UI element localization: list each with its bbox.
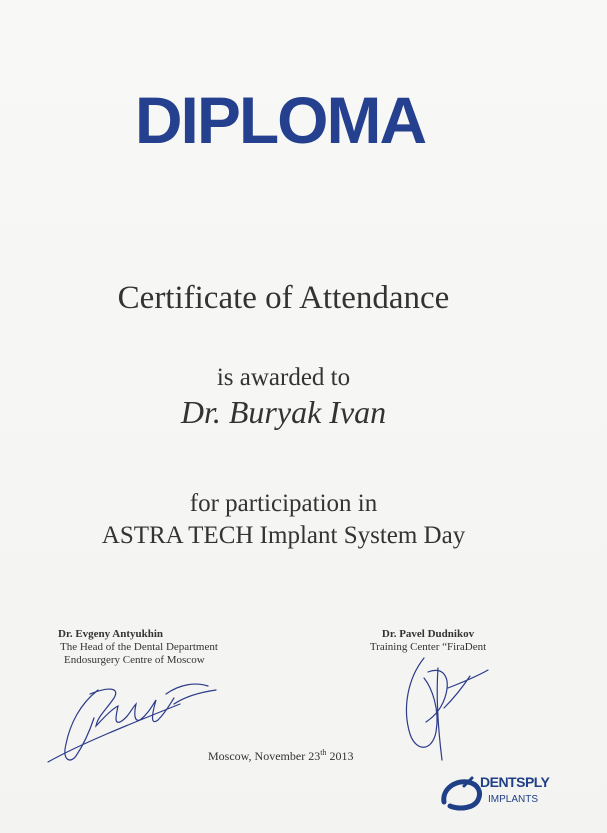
recipient-name: Dr. Buryak Ivan [180, 394, 387, 430]
right-signatory-role-1: Training Center “FiraDent [369, 641, 487, 653]
left-signatory-role-2: Endosurgery Centre of Moscow [64, 654, 205, 666]
diploma-title: DIPLOMA [134, 83, 426, 157]
left-signatory-name: Dr. Evgeny Antyukhin [58, 628, 164, 640]
dentsply-implants-logo [438, 772, 558, 812]
awarded-to-text: is awarded to [216, 364, 351, 391]
logo-line-1: DENTSPLY [480, 774, 550, 790]
purpose-line-1: for participation in [189, 490, 378, 517]
right-signatory-name: Dr. Pavel Dudnikov [381, 628, 475, 640]
left-signatory-role-1: The Head of the Dental Department [60, 641, 218, 653]
issue-date [208, 748, 353, 764]
date-suffix: th [320, 748, 327, 757]
logo-line-2: IMPLANTS [488, 794, 539, 805]
logo-mark-icon [438, 772, 484, 812]
date-prefix: Moscow, November 23 [208, 749, 321, 763]
right-signature [388, 648, 498, 768]
certificate-subtitle: Certificate of Attendance [117, 280, 450, 316]
left-signature [40, 664, 230, 774]
date-year: 2013 [326, 749, 354, 763]
purpose-line-2: ASTRA TECH Implant System Day [101, 522, 466, 549]
left-signatory-block [58, 628, 218, 667]
